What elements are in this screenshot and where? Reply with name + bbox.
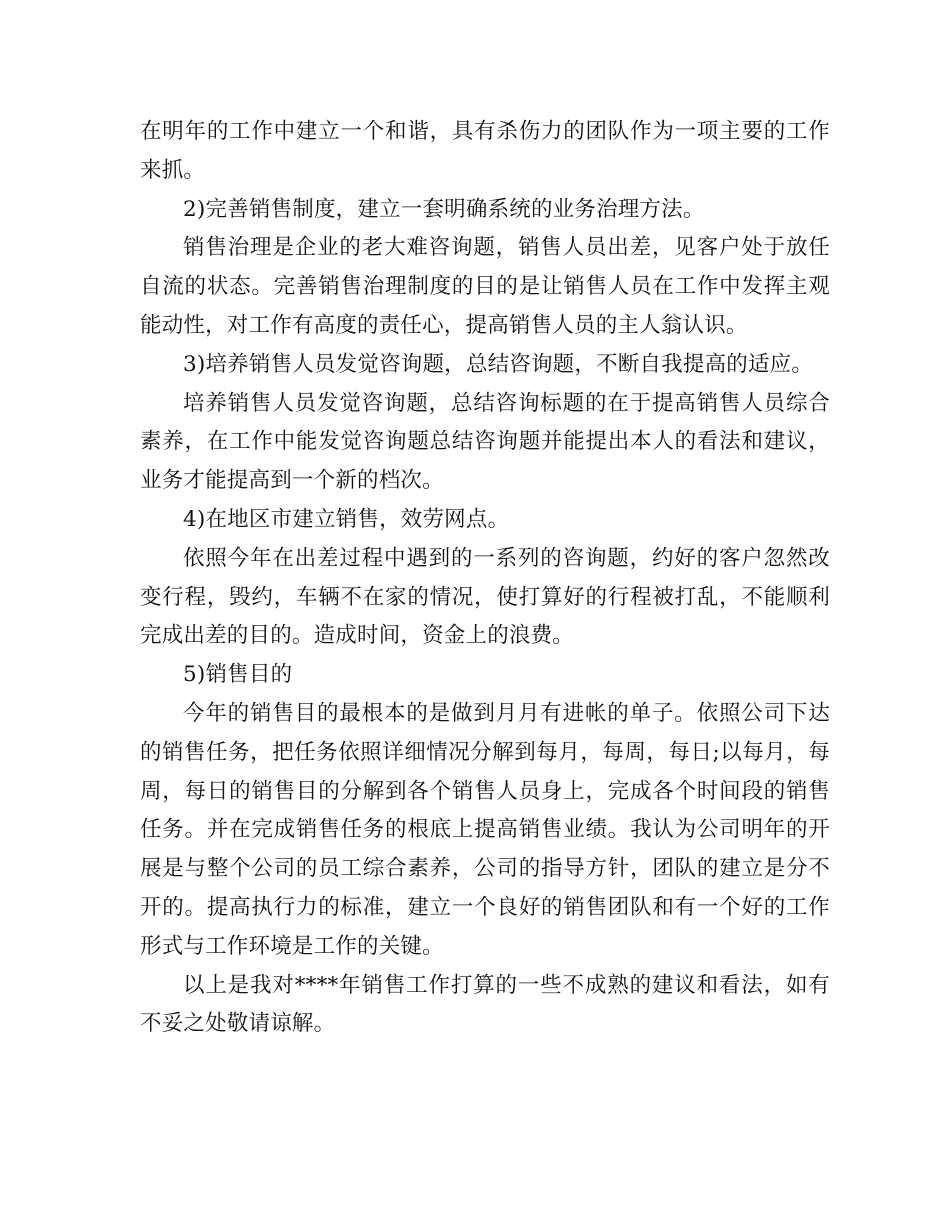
paragraph-sales-targets: 今年的销售目的最根本的是做到月月有进帐的单子。依照公司下达的销售任务，把任务依照详细情况分解到每月，每周，每日;以每月，每周，每日的销售目的分解到各个销售人员身上，完成各个时间段的销售任务。并在完成销售任务的根底上提高销售业绩。我认为公司明年的开展是与整个公司的员工综合素养，公司的指导方针，团队的建立是分不开的。提高执行力的标准，建立一个良好的销售团队和有一个好的工作形式与工作环境是工作的关键。 <box>140 700 830 959</box>
paragraph-conclusion: 以上是我对****年销售工作打算的一些不成熟的建议和看法，如有不妥之处敬请谅解。 <box>140 972 830 1037</box>
heading-sales-system: 2)完善销售制度，建立一套明确系统的业务治理方法。 <box>183 196 705 222</box>
paragraph-service-outlets: 依照今年在出差过程中遇到的一系列的咨询题，约好的客户忽然改变行程，毁约，车辆不在家的情况，使打算好的行程被打乱，不能顺利完成出差的目的。造成时间，资金上的浪费。 <box>140 545 830 649</box>
paragraph-staff-training: 培养销售人员发觉咨询题，总结咨询标题的在于提高销售人员综合素养，在工作中能发觉咨询题总结咨询题并能提出本人的看法和建议，业务才能提高到一个新的档次。 <box>140 390 830 494</box>
document-body <box>140 113 830 1044</box>
heading-sales-targets: 5)销售目的 <box>183 662 293 688</box>
paragraph-team-building: 在明年的工作中建立一个和谐，具有杀伤力的团队作为一项主要的工作来抓。 <box>140 119 830 183</box>
heading-service-outlets: 4)在地区市建立销售，效劳网点。 <box>183 506 510 532</box>
heading-staff-training: 3)培养销售人员发觉咨询题，总结咨询题，不断自我提高的适应。 <box>183 351 814 377</box>
paragraph-sales-management: 销售治理是企业的老大难咨询题，销售人员出差，见客户处于放任自流的状态。完善销售治理制度的目的是让销售人员在工作中发挥主观能动性，对工作有高度的责任心，提高销售人员的主人翁认识。 <box>140 235 830 338</box>
